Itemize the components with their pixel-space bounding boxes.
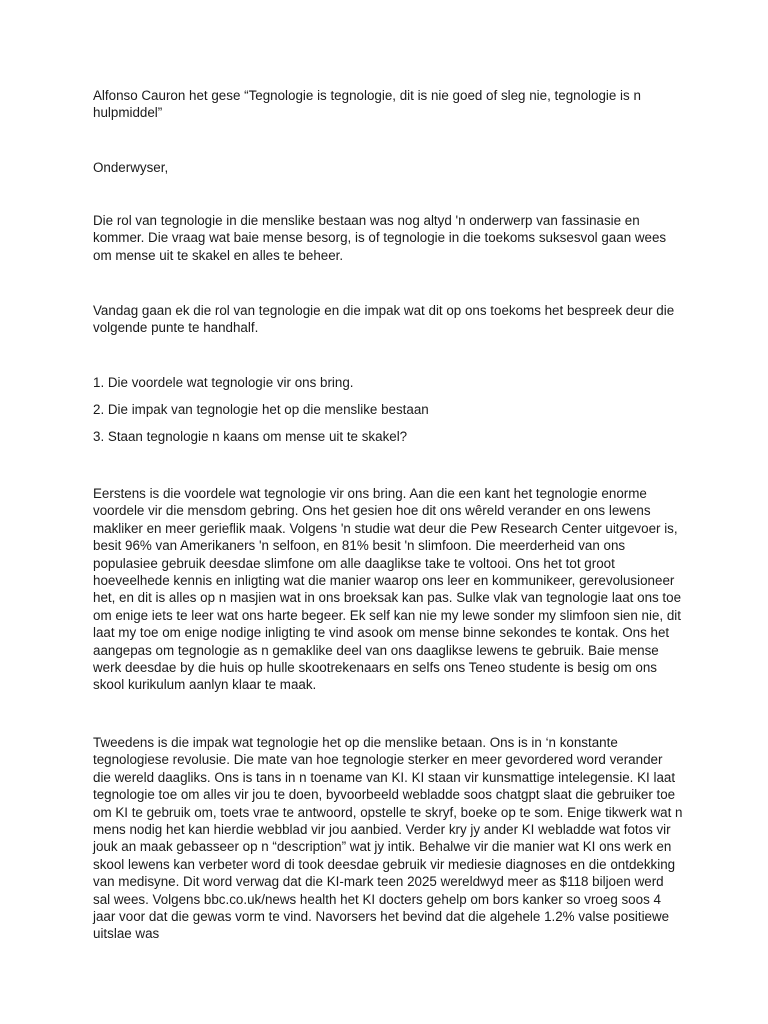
points-list bbox=[93, 374, 683, 455]
list-item: 2. Die impak van tegnologie het op die menslike bestaan bbox=[93, 402, 429, 417]
list-item: 1. Die voordele wat tegnologie vir ons bring. bbox=[93, 375, 354, 390]
salutation: Onderwyser, bbox=[93, 160, 169, 175]
list-item: 3. Staan tegnologie n kaans om mense uit te skakel? bbox=[93, 429, 408, 444]
intro-paragraph: Die rol van tegnologie in die menslike bestaan was nog altyd 'n onderwerp van fassinasie en kommer. Die vraag wat baie mense besorg, is of tegnologie in die toekoms suksesvol gaan wees om mense uit te skakel en alles te beheer. bbox=[93, 213, 667, 263]
body-paragraph-2: Tweedens is die impak wat tegnologie het op die menslike betaan. Ons is in ‘n konstante tegnologiese revolusie. Die mate van hoe tegnologie sterker en meer gevordered word verander die wereld daagliks. Ons is tans in n toename van KI. KI staan vir kunsmattige intelegensie. KI laat tegnologie toe om alles vir jou te doen, byvoorbeeld webladde soos chatgpt slaat die gebruiker toe om KI te gebruik om, toets vrae te antwoord, opstelle te skryf, boeke op te som. Enige tikwerk wat n mens nodig het kan hierdie webblad vir jou aanbied. Verder kry jy ander KI webladde wat fotos vir jouk an maak gebasseer op n “description” wat jy intik. Behalwe vir die manier wat KI ons werk en skool lewens kan verbeter word di took deesdae gebruik vir mediesie diagnoses en die ontdekking van medisyne. Dit word verwag dat die KI-mark teen 2025 wereldwyd meer as $118 biljoen werd sal wees. Volgens bbc.co.uk/news health het KI docters gehelp om bors kanker so vroeg soos 4 jaar voor dat die gewas vorm te vind. Navorsers het bevind dat die algehele 1.2% valse positiewe uitslae was bbox=[93, 735, 683, 942]
body-paragraph-1: Eerstens is die voordele wat tegnologie vir ons bring. Aan die een kant het tegnologie enorme voordele vir die mensdom gebring. Ons het gesien hoe dit ons wêreld verander en ons lewens makliker en meer gerieflik maak. Volgens 'n studie wat deur die Pew Research Center uitgevoer is, besit 96% van Amerikaners 'n selfoon, en 81% besit 'n slimfoon. Die meerderheid van ons populasiee gebruik deesdae slimfone om alle daaglikse take te voltooi. Ons het tot groot hoeveelhede kennis en inligting wat die manier waarop ons leer en kommunikeer, gerevolusioneer het, en dit is alles op n masjien wat in ons broeksak kan pas. Sulke vlak van tegnologie laat ons toe om enige iets te leer wat ons harte begeer. Ek self kan nie my lewe sonder my slimfoon sien nie, dit laat my toe om enige nodige inligting te vind asook om mense binne sekondes te kontak. Ons het aangepas om tegnologie as n gemaklike deel van ons daaglikse lewens te gebruik. Baie mense werk deesdae by die huis op hulle skootrekenaars en selfs ons Teneo studente is besig om ons skool kurikulum aanlyn klaar te maak. bbox=[93, 486, 682, 693]
plan-paragraph: Vandag gaan ek die rol van tegnologie en die impak wat dit op ons toekoms het bespreek deur die volgende punte te handhalf. bbox=[93, 303, 675, 336]
opening-quote: Alfonso Cauron het gese “Tegnologie is tegnologie, dit is nie goed of sleg nie, tegnologie is n hulpmiddel” bbox=[93, 88, 641, 121]
